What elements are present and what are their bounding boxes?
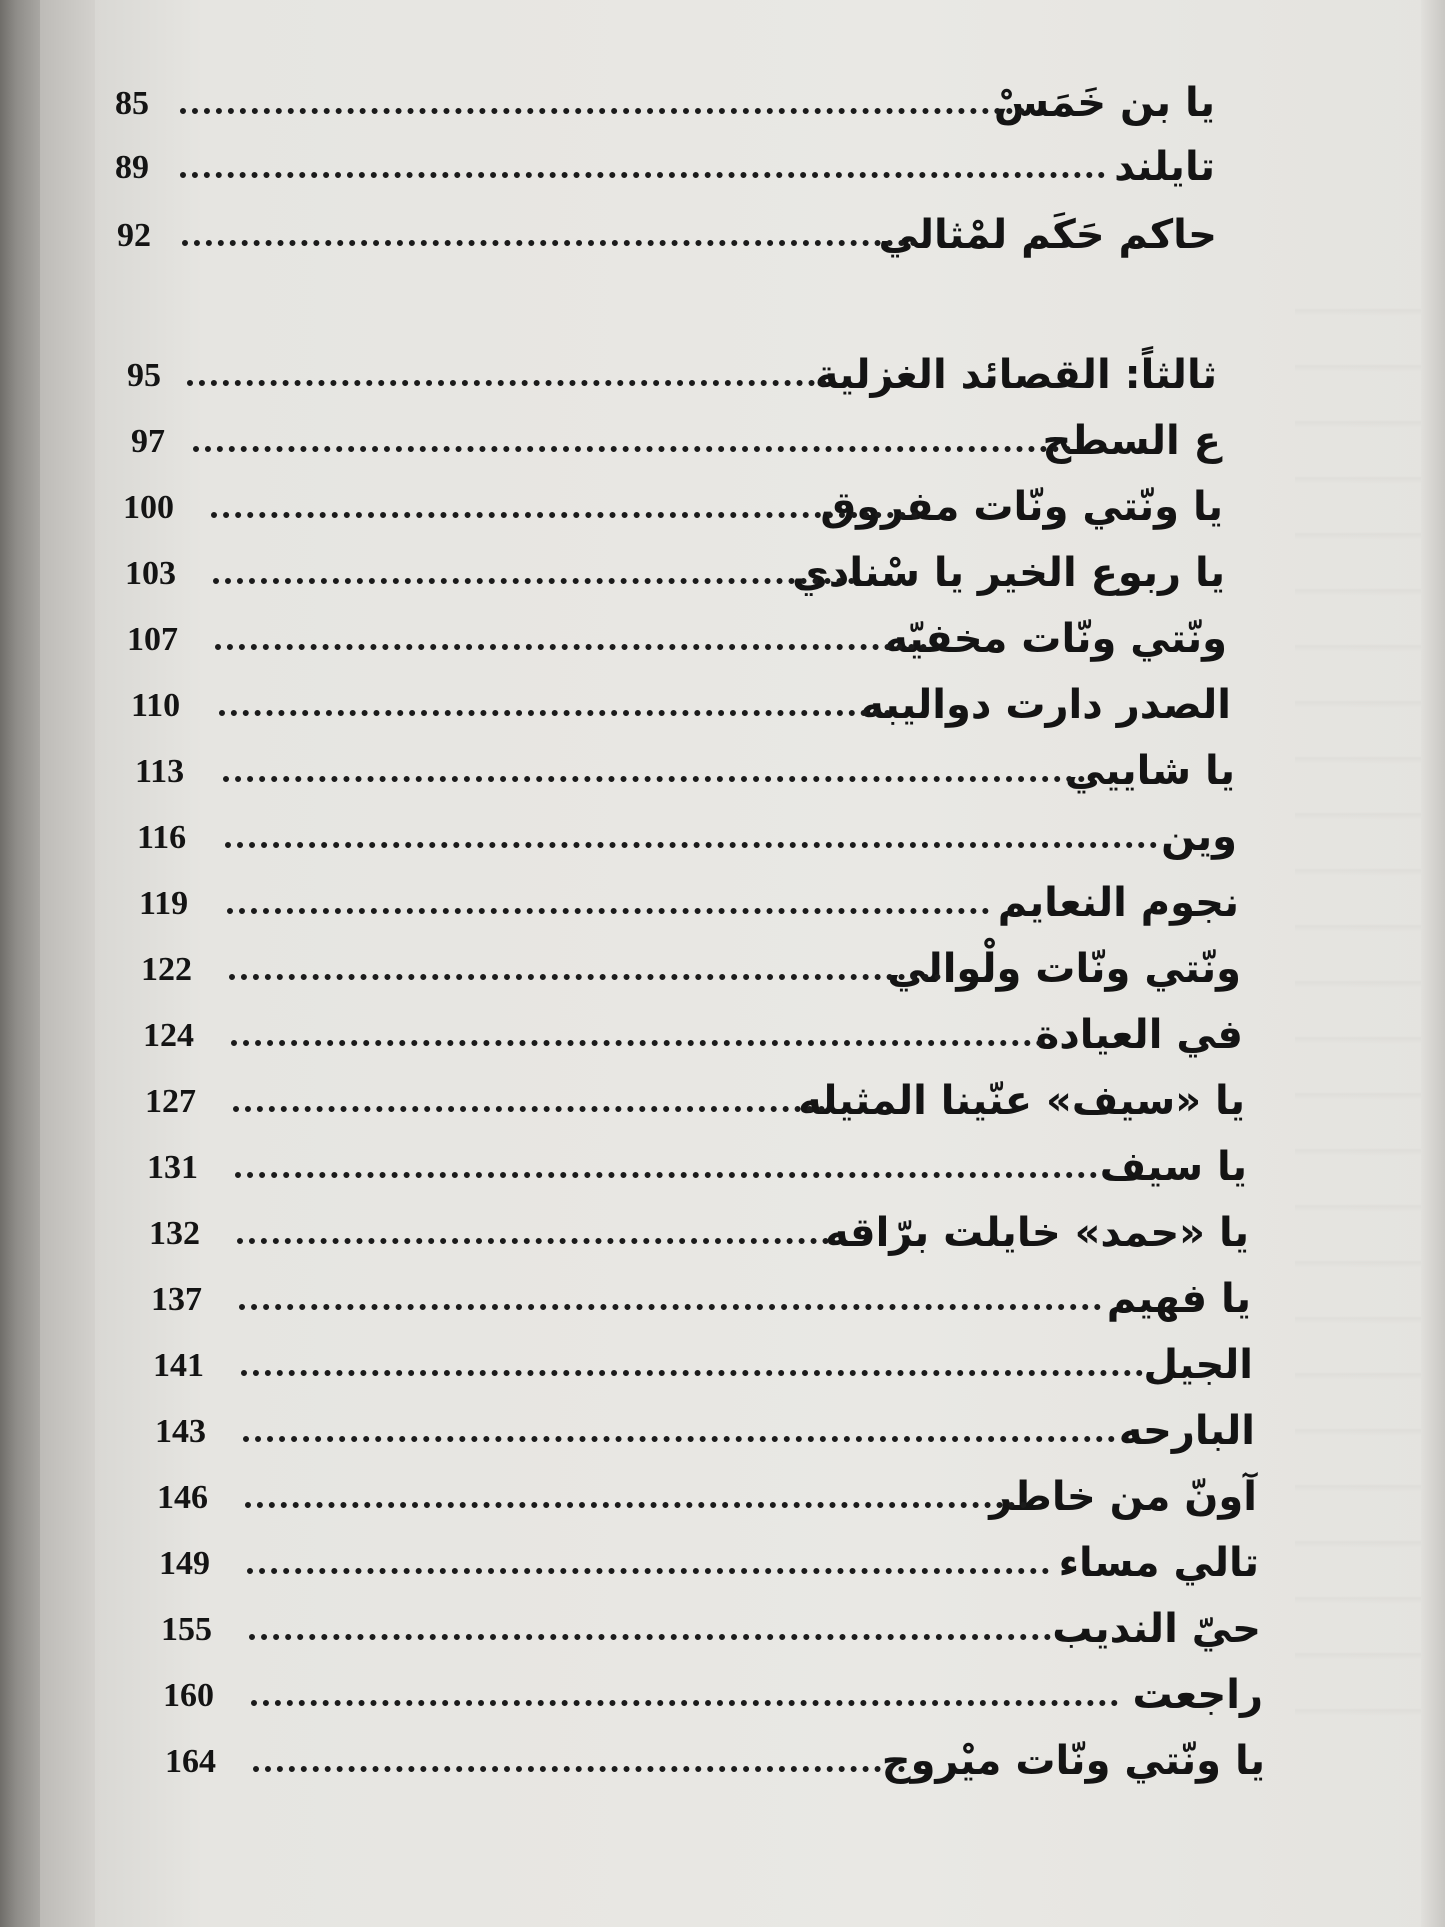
dot-leader (235, 1172, 1097, 1178)
toc-entry-title: وين (1161, 814, 1237, 860)
toc-entry-page: 160 (163, 1677, 214, 1714)
toc-entry-page: 146 (157, 1479, 208, 1516)
book-cover-edge (0, 0, 40, 1927)
toc-entry-page: 100 (123, 489, 174, 526)
toc-entry-title: يا بن خَمَسْ (993, 80, 1215, 126)
toc-entry-page: 85 (115, 85, 149, 122)
toc-entry-title: الصدر دارت دواليبه (860, 682, 1231, 728)
toc-entry-title: الجيل (1143, 1342, 1253, 1388)
dot-leader (245, 1502, 1027, 1508)
dot-leader (239, 1304, 1101, 1310)
toc-entry-page: 124 (143, 1017, 194, 1054)
toc-entry (127, 350, 1217, 400)
page-right-edge (1421, 0, 1445, 1927)
toc-entry (157, 1472, 1257, 1522)
dot-leader (187, 380, 827, 386)
toc-entry-title: يا ونّتي ونّات ميْروح (881, 1738, 1265, 1784)
toc-entry-page: 116 (137, 819, 187, 856)
toc-entry-page: 127 (145, 1083, 196, 1120)
toc-entry-page: 103 (125, 555, 176, 592)
dot-leader (251, 1700, 1118, 1706)
toc-entry-title: نجوم النعايم (997, 880, 1239, 926)
toc-entry (163, 1670, 1263, 1720)
toc-entry (147, 1142, 1247, 1192)
toc-entry (125, 548, 1225, 598)
toc-entry-title: يا «حمد» خايلت برّاقه (825, 1210, 1249, 1256)
toc-entry-page: 95 (127, 357, 161, 394)
toc-entry-title: ثالثاً: القصائد الغزلية (814, 352, 1217, 398)
toc-entry-title: يا شاييي (1064, 748, 1235, 794)
dot-leader (233, 1106, 825, 1112)
toc-entry (117, 210, 1217, 260)
toc-entry (143, 1010, 1243, 1060)
dot-leader (211, 512, 918, 518)
dot-leader (223, 776, 1085, 782)
toc-entry-page: 164 (165, 1743, 216, 1780)
toc-entry-title: راجعت (1132, 1672, 1263, 1718)
toc-entry-page: 89 (115, 149, 149, 186)
toc-entry-title: آونّ من خاطر (989, 1474, 1257, 1520)
toc-entry (115, 78, 1215, 128)
toc-entry (135, 746, 1235, 796)
toc-entry-title: البارحه (1118, 1408, 1255, 1454)
toc-entry-title: يا ونّتي ونّات مفروق (820, 484, 1223, 530)
dot-leader (180, 108, 1025, 114)
dot-leader (227, 908, 989, 914)
dot-leader (193, 446, 1071, 452)
toc-entry (141, 944, 1241, 994)
toc-entry-page: 137 (151, 1281, 202, 1318)
toc-entry-title: تالي مساء (1058, 1540, 1259, 1586)
toc-entry (145, 1076, 1245, 1126)
toc-entry-page: 119 (139, 885, 189, 922)
dot-leader (237, 1238, 829, 1244)
toc-entry-page: 113 (135, 753, 185, 790)
toc-entry (131, 416, 1221, 466)
toc-entry (131, 680, 1231, 730)
toc-entry (149, 1208, 1249, 1258)
toc-entry (161, 1604, 1261, 1654)
toc-entry-page: 149 (159, 1545, 210, 1582)
toc-entry (165, 1736, 1265, 1786)
dot-leader (247, 1568, 1049, 1574)
toc-entry (137, 812, 1237, 862)
toc-entry-title: يا ربوع الخير يا سْنادي (792, 550, 1225, 596)
dot-leader (225, 842, 1157, 848)
toc-entry-page: 141 (153, 1347, 204, 1384)
toc-entry-page: 131 (147, 1149, 198, 1186)
dot-leader (253, 1766, 905, 1772)
toc-entry-page: 110 (131, 687, 181, 724)
dot-leader (229, 974, 941, 980)
toc-entry-title: حاكم حَكَم لمْثالي (878, 212, 1217, 258)
toc-entry-title: يا «سيف» عنّينا المثيله (798, 1078, 1245, 1124)
toc-entry-title: ونّتي ونّات ولْوالي (887, 946, 1241, 992)
toc-entry (159, 1538, 1259, 1588)
toc-entry-title: في العيادة (1035, 1012, 1243, 1058)
dot-leader (219, 710, 891, 716)
toc-entry-title: يا فهيم (1106, 1276, 1251, 1322)
toc-entry-page: 143 (155, 1413, 206, 1450)
toc-entry-title: ع السطح (1042, 418, 1221, 464)
toc-entry (115, 142, 1215, 192)
toc-page (95, 0, 1445, 1927)
dot-leader (182, 240, 917, 246)
toc-entry (127, 614, 1227, 664)
dot-leader (231, 1040, 1043, 1046)
dot-leader (180, 172, 1105, 178)
toc-entry (151, 1274, 1251, 1324)
dot-leader (215, 644, 927, 650)
toc-entry-title: يا سيف (1099, 1144, 1247, 1190)
toc-entry-page: 155 (161, 1611, 212, 1648)
toc-entry (155, 1406, 1255, 1456)
toc-entry (123, 482, 1223, 532)
toc-entry (153, 1340, 1253, 1390)
dot-leader (249, 1634, 1051, 1640)
toc-entry-page: 132 (149, 1215, 200, 1252)
toc-entry-page: 107 (127, 621, 178, 658)
toc-entry-title: تايلند (1114, 144, 1215, 190)
toc-entry-page: 92 (117, 217, 151, 254)
dot-leader (213, 578, 855, 584)
toc-entry-page: 97 (131, 423, 165, 460)
page-gutter (40, 0, 95, 1927)
dot-leader (241, 1370, 1143, 1376)
dot-leader (243, 1436, 1115, 1442)
toc-entry-title: ونّتي ونّات مخفيّه (884, 616, 1227, 662)
toc-entry-page: 122 (141, 951, 192, 988)
toc-entry (139, 878, 1239, 928)
table-of-contents (95, 0, 1445, 1927)
toc-entry-title: حيّ النديب (1052, 1606, 1261, 1652)
